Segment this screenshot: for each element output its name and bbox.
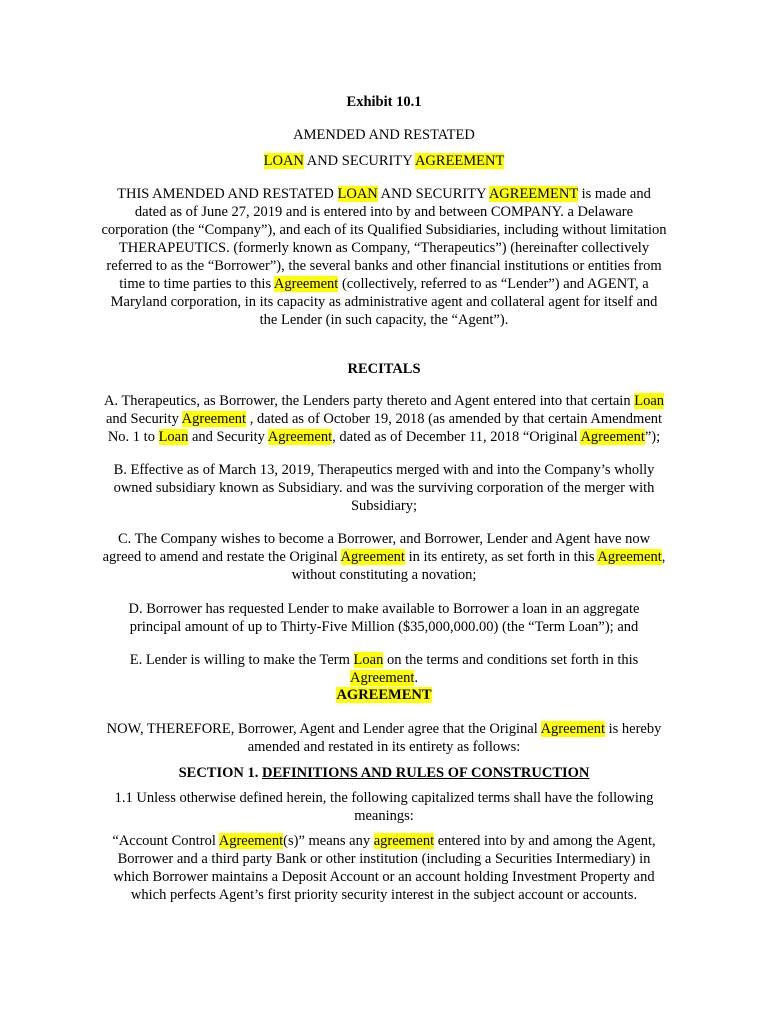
agreement-heading-text: AGREEMENT — [336, 687, 432, 703]
text-line — [60, 738, 708, 756]
text-run: B. Effective as of March 13, 2019, Therapeutics merged with and into the Company’s wholly — [113, 462, 655, 478]
text-line — [60, 239, 708, 257]
text-line — [60, 530, 708, 548]
highlighted-term: Agreement — [580, 429, 645, 445]
text-run: on the terms and conditions set forth in this — [383, 652, 639, 668]
exhibit-label: Exhibit 10.1 — [346, 94, 422, 110]
text-line — [60, 618, 708, 636]
text-line — [60, 428, 708, 446]
text-run: ”); — [644, 429, 661, 445]
text-line — [60, 566, 708, 584]
highlighted-term: Agreement — [597, 549, 662, 565]
highlighted-term: Agreement — [540, 721, 605, 737]
text-run: meanings: — [354, 808, 414, 824]
text-run: (s)” means any — [283, 833, 374, 849]
text-line — [60, 886, 708, 904]
text-run: which Borrower maintains a Deposit Account or an account holding Investment Property and — [113, 869, 655, 885]
section-1-prefix: SECTION 1. — [178, 765, 262, 781]
text-line — [60, 600, 708, 618]
text-line — [60, 275, 708, 293]
text-run: NOW, THEREFORE, Borrower, Agent and Lender agree that the Original — [106, 721, 541, 737]
text-run: C. The Company wishes to become a Borrower, and Borrower, Lender and Agent have now — [117, 531, 651, 547]
title-line-1: AMENDED AND RESTATED — [293, 127, 475, 143]
text-run: “Account Control — [112, 833, 219, 849]
text-line — [60, 221, 708, 239]
text-run: is made and — [577, 186, 651, 202]
text-line — [60, 479, 708, 497]
section-1-title: DEFINITIONS AND RULES OF CONSTRUCTION — [262, 765, 590, 781]
text-run: , dated as of December 11, 2018 “Original — [332, 429, 581, 445]
text-line — [60, 293, 708, 311]
text-run: which perfects Agent’s first priority security interest in the subject account or accounts. — [130, 887, 638, 903]
text-run: THERAPEUTICS. (formerly known as Company, “Therapeutics”) (hereinafter collectively — [118, 240, 650, 256]
text-run: , — [661, 549, 666, 565]
text-line — [60, 257, 708, 275]
text-run: dated as of June 27, 2019 and is entered into by and between COMPANY. a Delaware — [134, 204, 634, 220]
text-run: the Lender (in such capacity, the “Agent”). — [259, 312, 509, 328]
section-1-heading — [60, 764, 708, 782]
text-run: Maryland corporation, in its capacity as administrative agent and collateral agent for itself and — [110, 294, 658, 310]
text-line — [60, 669, 708, 687]
text-run: (collectively, referred to as “Lender”) and AGENT, a — [338, 276, 649, 292]
highlighted-term: Agreement — [267, 429, 333, 445]
text-run: without constituting a novation; — [291, 567, 477, 583]
text-run: in its entirety, as set forth in this — [404, 549, 598, 565]
text-run: time to time parties to this — [119, 276, 274, 292]
text-line — [60, 548, 708, 566]
highlighted-term: AGREEMENT — [414, 153, 505, 169]
text-line — [60, 789, 708, 807]
agreement-heading — [60, 686, 708, 704]
highlighted-term: AGREEMENT — [488, 186, 578, 202]
highlighted-term: Loan — [158, 429, 189, 445]
text-run: , dated as of October 19, 2018 (as amended by that certain Amendment — [246, 411, 663, 427]
text-line — [60, 392, 708, 410]
highlighted-term: Agreement — [273, 276, 339, 292]
text-run: 1.1 Unless otherwise defined herein, the following capitalized terms shall have the following — [114, 790, 654, 806]
text-run: AND SECURITY — [377, 186, 489, 202]
text-run: and Security — [188, 429, 268, 445]
highlighted-term: Agreement — [340, 549, 405, 565]
text-line — [60, 868, 708, 886]
text-run: Borrower and a third party Bank or other institution (including a Securities Intermediary) in — [117, 851, 651, 867]
text-run: E. Lender is willing to make the Term — [129, 652, 354, 668]
text-run: agreed to amend and restate the Original — [102, 549, 341, 565]
text-run: Subsidiary; — [350, 498, 418, 514]
text-run: No. 1 to — [107, 429, 159, 445]
text-line — [60, 311, 708, 329]
title-line-2 — [60, 152, 708, 170]
highlighted-term: Agreement — [349, 670, 415, 686]
text-run: THIS AMENDED AND RESTATED — [117, 186, 338, 202]
text-run: . — [414, 670, 419, 686]
text-line — [60, 203, 708, 221]
highlighted-term: Agreement — [218, 833, 284, 849]
text-line — [60, 807, 708, 825]
highlighted-term: LOAN — [337, 186, 378, 202]
highlighted-term: Loan — [353, 652, 384, 668]
text-line — [60, 651, 708, 669]
text-line — [60, 461, 708, 479]
text-run: referred to as the “Borrower”), the several banks and other financial institutions or entities from — [106, 258, 662, 274]
text-run: AND SECURITY — [303, 153, 415, 169]
text-run: entered into by and among the Agent, — [434, 833, 656, 849]
text-line — [60, 410, 708, 428]
text-run: A. Therapeutics, as Borrower, the Lenders party thereto and Agent entered into that certain — [103, 393, 635, 409]
text-run: owned subsidiary known as Subsidiary. and was the surviving corporation of the merger with — [113, 480, 655, 496]
highlighted-term: LOAN — [263, 153, 304, 169]
highlighted-term: agreement — [373, 833, 435, 849]
text-run: amended and restated in its entirety as follows: — [247, 739, 521, 755]
text-run: principal amount of up to Thirty-Five Million ($35,000,000.00) (the “Term Loan”); and — [129, 619, 639, 635]
text-run: D. Borrower has requested Lender to make available to Borrower a loan in an aggregate — [128, 601, 640, 617]
text-line — [60, 832, 708, 850]
text-line — [60, 720, 708, 738]
text-line — [60, 185, 708, 203]
text-line — [60, 497, 708, 515]
text-run: is hereby — [604, 721, 662, 737]
highlighted-term: Agreement — [181, 411, 247, 427]
recitals-heading: RECITALS — [347, 361, 421, 377]
text-run: and Security — [105, 411, 182, 427]
highlighted-term: Loan — [634, 393, 665, 409]
text-run: corporation (the “Company”), and each of its Qualified Subsidiaries, including without limitation — [101, 222, 667, 238]
text-line — [60, 850, 708, 868]
